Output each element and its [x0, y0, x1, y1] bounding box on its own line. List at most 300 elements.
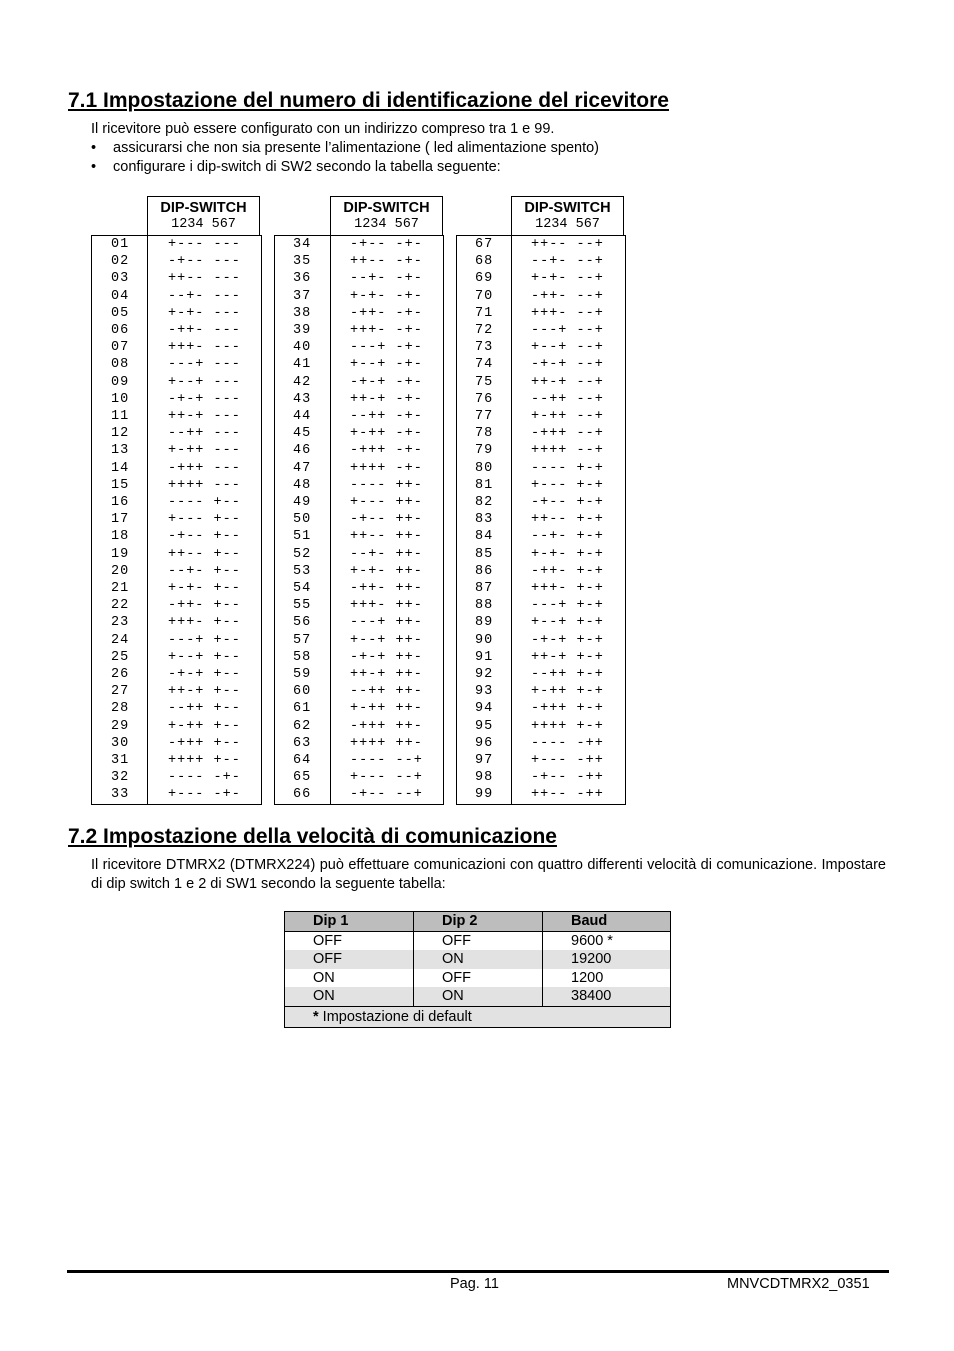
dip-row: [457, 683, 625, 700]
dip-pattern: +--- ---: [168, 237, 241, 252]
dip-pattern: +--- ++-: [350, 495, 423, 510]
header-dip1: Dip 1: [285, 912, 414, 932]
dip-table-body: [274, 235, 444, 805]
dip-pattern: +--- --+: [350, 770, 423, 786]
document-code: MNVCDTMRX2_0351: [727, 1276, 870, 1292]
dip-address: 93: [475, 684, 494, 700]
dip-address: 40: [293, 340, 312, 356]
dip-row: [457, 236, 625, 253]
dip-row: [275, 769, 443, 786]
dip-row: [92, 460, 261, 477]
dip-row: [275, 391, 443, 408]
dip-address: 82: [475, 495, 494, 510]
dip-address: 02: [111, 254, 130, 270]
dip-table-header: [511, 196, 624, 235]
dip-address: 14: [111, 460, 130, 476]
dip-row: [275, 477, 443, 494]
dip-pattern: +-+- -+-: [350, 288, 423, 304]
baud-table-header-row: [285, 912, 671, 932]
dip-address: 24: [111, 632, 130, 648]
dip-pattern: +-++ ---: [168, 443, 241, 459]
dip-address: 25: [111, 649, 130, 665]
dip-row: [457, 528, 625, 545]
dip-row: [457, 614, 625, 631]
dip-row: [457, 563, 625, 580]
dip-address: 13: [111, 443, 130, 459]
header-dip2: Dip 2: [414, 912, 543, 932]
dip-row: [92, 288, 261, 305]
dip-row: [92, 597, 261, 614]
dip-address: 69: [475, 271, 494, 287]
cell-dip1: ON: [285, 969, 414, 988]
dip-pattern: +-++ -+-: [350, 426, 423, 442]
dip-row: [457, 769, 625, 786]
dip-row: [275, 614, 443, 631]
dip-row: [457, 494, 625, 511]
dip-row: [275, 253, 443, 270]
dip-pattern: ++-- -++: [531, 787, 604, 803]
cell-dip2: ON: [414, 950, 543, 969]
dip-address: 91: [475, 649, 494, 665]
dip-pattern: ---- -+-: [168, 770, 241, 786]
dip-row: [275, 442, 443, 459]
dip-pattern: --++ ++-: [350, 684, 423, 700]
bullet-icon: •: [91, 159, 97, 175]
dip-header-switches: 1234 567: [354, 217, 419, 232]
dip-row: [275, 597, 443, 614]
dip-pattern: +-+- ++-: [350, 563, 423, 579]
dip-row: [275, 356, 443, 373]
dip-pattern: -+++ -+-: [350, 443, 423, 459]
dip-row: [275, 735, 443, 752]
dip-pattern: ++-- --+: [531, 237, 604, 252]
dip-address: 22: [111, 598, 130, 614]
dip-address: 86: [475, 563, 494, 579]
dip-row: [92, 546, 261, 563]
dip-pattern: ++-- ---: [168, 271, 241, 287]
dip-row: [457, 546, 625, 563]
dip-pattern: -+-- +-+: [531, 495, 604, 510]
dip-row: [275, 460, 443, 477]
dip-address: 52: [293, 546, 312, 562]
dip-pattern: +++- --+: [531, 305, 604, 321]
dip-row: [275, 683, 443, 700]
section-7-2-title: 7.2 Impostazione della velocità di comunicazione: [68, 825, 557, 848]
dip-pattern: +-++ +--: [168, 718, 241, 734]
baud-rate-table: [284, 911, 671, 1028]
dip-row: [275, 700, 443, 717]
dip-row: [275, 563, 443, 580]
section-7-1-intro: Il ricevitore può essere configurato con un indirizzo compreso tra 1 e 99.: [91, 121, 555, 137]
dip-address: 29: [111, 718, 130, 734]
dip-pattern: ++-+ +-+: [531, 649, 604, 665]
dip-address: 61: [293, 701, 312, 717]
dip-address: 42: [293, 374, 312, 390]
dip-address: 76: [475, 391, 494, 407]
dip-pattern: ++++ -+-: [350, 460, 423, 476]
dip-address: 64: [293, 753, 312, 768]
dip-pattern: -+++ ++-: [350, 718, 423, 734]
dip-row: [92, 322, 261, 339]
dip-row: [457, 700, 625, 717]
table-row: [285, 950, 671, 969]
dip-row: [92, 735, 261, 752]
dip-address: 44: [293, 409, 312, 424]
dip-row: [275, 546, 443, 563]
dip-row: [92, 425, 261, 442]
dip-address: 74: [475, 357, 494, 373]
dip-pattern: --+- -+-: [350, 271, 423, 287]
dip-row: [457, 460, 625, 477]
dip-pattern: +--+ ---: [168, 374, 241, 390]
dip-pattern: +--+ ++-: [350, 632, 423, 648]
dip-pattern: --++ ---: [168, 426, 241, 442]
dip-pattern: +--- -+-: [168, 787, 241, 803]
dip-row: [92, 305, 261, 322]
cell-dip1: OFF: [285, 950, 414, 969]
dip-pattern: +--- +-+: [531, 477, 604, 493]
dip-pattern: --++ --+: [531, 391, 604, 407]
dip-row: [457, 391, 625, 408]
dip-row: [457, 666, 625, 683]
dip-row: [457, 288, 625, 305]
dip-address: 38: [293, 305, 312, 321]
dip-row: [92, 580, 261, 597]
dip-address: 85: [475, 546, 494, 562]
dip-address: 56: [293, 615, 312, 631]
dip-pattern: -+-- -+-: [350, 237, 423, 252]
dip-address: 54: [293, 581, 312, 596]
dip-pattern: -+-- ---: [168, 254, 241, 270]
dip-table-header: [330, 196, 443, 235]
dip-pattern: ++-- -+-: [350, 254, 423, 270]
dip-row: [92, 563, 261, 580]
footer-rule: [67, 1270, 889, 1273]
dip-pattern: -+-- ++-: [350, 512, 423, 528]
dip-pattern: ---+ --+: [531, 323, 604, 338]
dip-row: [92, 614, 261, 631]
dip-address: 05: [111, 305, 130, 321]
dip-pattern: ---+ +-+: [531, 598, 604, 614]
dip-address: 60: [293, 684, 312, 700]
dip-address: 83: [475, 512, 494, 528]
dip-pattern: +--+ -+-: [350, 357, 423, 373]
dip-row: [92, 408, 261, 425]
dip-address: 66: [293, 787, 312, 803]
dip-row: [275, 288, 443, 305]
dip-row: [457, 718, 625, 735]
dip-row: [92, 649, 261, 666]
dip-address: 27: [111, 684, 130, 700]
dip-pattern: ++-+ -+-: [350, 391, 423, 407]
dip-row: [92, 632, 261, 649]
dip-pattern: ++-+ ++-: [350, 667, 423, 682]
dip-header-switches: 1234 567: [535, 217, 600, 232]
dip-pattern: ---- ++-: [350, 477, 423, 493]
table-footnote-row: [285, 1006, 671, 1027]
dip-pattern: +--+ +--: [168, 649, 241, 665]
dip-address: 71: [475, 305, 494, 321]
dip-address: 12: [111, 426, 130, 442]
dip-pattern: -+-- --+: [350, 787, 423, 803]
dip-address: 94: [475, 701, 494, 717]
dip-address: 03: [111, 271, 130, 287]
dip-address: 92: [475, 667, 494, 682]
dip-row: [92, 786, 261, 803]
dip-pattern: --+- +--: [168, 563, 241, 579]
dip-address: 46: [293, 443, 312, 459]
dip-pattern: ---- --+: [350, 753, 423, 768]
dip-row: [275, 786, 443, 803]
dip-row: [457, 735, 625, 752]
dip-pattern: +--- +--: [168, 512, 241, 528]
dip-row: [457, 649, 625, 666]
dip-row: [457, 339, 625, 356]
dip-address: 57: [293, 632, 312, 648]
dip-address: 49: [293, 495, 312, 510]
dip-pattern: -+-+ --+: [531, 357, 604, 373]
dip-row: [92, 442, 261, 459]
dip-address: 28: [111, 701, 130, 717]
dip-address: 58: [293, 649, 312, 665]
dip-row: [457, 425, 625, 442]
dip-address: 87: [475, 581, 494, 596]
dip-row: [92, 270, 261, 287]
dip-address: 79: [475, 443, 494, 459]
dip-pattern: +-+- --+: [531, 271, 604, 287]
dip-row: [275, 236, 443, 253]
dip-address: 78: [475, 426, 494, 442]
dip-row: [457, 322, 625, 339]
dip-pattern: ---+ ---: [168, 357, 241, 373]
dip-address: 68: [475, 254, 494, 270]
dip-row: [275, 580, 443, 597]
dip-header-switches: 1234 567: [171, 217, 236, 232]
dip-row: [457, 597, 625, 614]
dip-pattern: +--+ +-+: [531, 615, 604, 631]
dip-pattern: -+++ --+: [531, 426, 604, 442]
dip-row: [92, 528, 261, 545]
dip-row: [275, 322, 443, 339]
dip-row: [92, 339, 261, 356]
header-baud: Baud: [543, 912, 671, 932]
dip-row: [92, 391, 261, 408]
dip-row: [457, 511, 625, 528]
dip-address: 11: [111, 409, 130, 424]
dip-row: [275, 528, 443, 545]
dip-row: [275, 339, 443, 356]
dip-row: [92, 511, 261, 528]
dip-row: [275, 408, 443, 425]
dip-table-body: [456, 235, 626, 805]
dip-address: 35: [293, 254, 312, 270]
dip-row: [92, 769, 261, 786]
dip-address: 41: [293, 357, 312, 373]
dip-address: 51: [293, 529, 312, 545]
dip-address: 53: [293, 563, 312, 579]
dip-address: 63: [293, 735, 312, 751]
dip-table-body: [91, 235, 262, 805]
dip-row: [275, 494, 443, 511]
dip-pattern: +-+- +-+: [531, 546, 604, 562]
dip-address: 95: [475, 718, 494, 734]
dip-pattern: -+++ +--: [168, 735, 241, 751]
dip-address: 43: [293, 391, 312, 407]
dip-address: 39: [293, 323, 312, 338]
bullet-text: configurare i dip-switch di SW2 secondo la tabella seguente:: [113, 159, 501, 175]
dip-address: 97: [475, 753, 494, 768]
dip-pattern: +++- ---: [168, 340, 241, 356]
dip-row: [92, 253, 261, 270]
footnote-text: Impostazione di default: [318, 1008, 472, 1025]
dip-address: 30: [111, 735, 130, 751]
dip-row: [92, 494, 261, 511]
dip-pattern: ++-- +-+: [531, 512, 604, 528]
dip-pattern: ---- +--: [168, 495, 241, 510]
dip-pattern: +++- -+-: [350, 323, 423, 338]
dip-address: 19: [111, 546, 130, 562]
page-number: Pag. 11: [450, 1276, 499, 1292]
cell-dip2: OFF: [414, 931, 543, 950]
dip-address: 16: [111, 495, 130, 510]
dip-row: [457, 752, 625, 769]
dip-pattern: ++++ --+: [531, 443, 604, 459]
dip-row: [275, 305, 443, 322]
dip-header-title: DIP-SWITCH: [343, 200, 430, 216]
dip-pattern: +--- -++: [531, 753, 604, 768]
dip-row: [457, 477, 625, 494]
dip-row: [457, 632, 625, 649]
dip-row: [92, 700, 261, 717]
dip-row: [457, 408, 625, 425]
dip-address: 73: [475, 340, 494, 356]
dip-pattern: +-++ ++-: [350, 701, 423, 717]
dip-row: [92, 752, 261, 769]
cell-dip2: ON: [414, 987, 543, 1006]
dip-pattern: -++- +-+: [531, 563, 604, 579]
dip-pattern: ---- +-+: [531, 460, 604, 476]
table-row: [285, 931, 671, 950]
cell-baud: 9600 *: [543, 931, 671, 950]
dip-pattern: ++++ +-+: [531, 718, 604, 734]
dip-address: 70: [475, 288, 494, 304]
dip-address: 48: [293, 477, 312, 493]
dip-address: 06: [111, 323, 130, 338]
dip-address: 98: [475, 770, 494, 786]
table-footnote: [285, 1006, 671, 1027]
dip-address: 47: [293, 460, 312, 476]
dip-table-header: [147, 196, 260, 235]
dip-row: [92, 236, 261, 253]
dip-address: 88: [475, 598, 494, 614]
dip-address: 23: [111, 615, 130, 631]
dip-pattern: +++- +--: [168, 615, 241, 631]
dip-pattern: ++-- +--: [168, 546, 241, 562]
dip-address: 90: [475, 632, 494, 648]
dip-row: [275, 649, 443, 666]
dip-pattern: -+-- -++: [531, 770, 604, 786]
dip-address: 77: [475, 409, 494, 424]
dip-pattern: --++ +-+: [531, 667, 604, 682]
dip-pattern: -+-+ ---: [168, 391, 241, 407]
dip-pattern: +++- +-+: [531, 581, 604, 596]
dip-row: [457, 374, 625, 391]
footnote-star: *: [313, 1008, 319, 1025]
dip-pattern: -++- +--: [168, 598, 241, 614]
table-row: [285, 969, 671, 988]
dip-row: [275, 666, 443, 683]
dip-address: 72: [475, 323, 494, 338]
dip-address: 33: [111, 787, 130, 803]
dip-address: 50: [293, 512, 312, 528]
dip-address: 17: [111, 512, 130, 528]
dip-pattern: -+-+ +--: [168, 667, 241, 682]
dip-pattern: -+-+ -+-: [350, 374, 423, 390]
dip-address: 10: [111, 391, 130, 407]
dip-pattern: ---+ -+-: [350, 340, 423, 356]
bullet-icon: •: [91, 140, 97, 156]
bullet-text: assicurarsi che non sia presente l’alimentazione ( led alimentazione spento): [113, 140, 600, 156]
dip-address: 20: [111, 563, 130, 579]
dip-pattern: -++- -+-: [350, 305, 423, 321]
dip-row: [275, 374, 443, 391]
cell-baud: 1200: [543, 969, 671, 988]
dip-address: 07: [111, 340, 130, 356]
dip-address: 65: [293, 770, 312, 786]
dip-pattern: --+- +-+: [531, 529, 604, 545]
dip-pattern: +++- ++-: [350, 598, 423, 614]
dip-pattern: --+- ++-: [350, 546, 423, 562]
dip-pattern: +-++ --+: [531, 409, 604, 424]
dip-address: 45: [293, 426, 312, 442]
dip-address: 75: [475, 374, 494, 390]
dip-pattern: ++-+ +--: [168, 684, 241, 700]
dip-row: [457, 270, 625, 287]
dip-pattern: ---- -++: [531, 735, 604, 751]
dip-pattern: -+-+ +-+: [531, 632, 604, 648]
dip-address: 59: [293, 667, 312, 682]
dip-address: 08: [111, 357, 130, 373]
dip-row: [92, 718, 261, 735]
dip-pattern: +-++ +-+: [531, 684, 604, 700]
dip-address: 09: [111, 374, 130, 390]
section-7-2-paragraph: Il ricevitore DTMRX2 (DTMRX224) può effettuare comunicazioni con quattro differenti velocità di comunicazione. Impostare di dip switch 1 e 2 di SW1 secondo la seguente tabella:: [91, 857, 886, 892]
dip-address: 84: [475, 529, 494, 545]
dip-pattern: -++- --+: [531, 288, 604, 304]
dip-pattern: --++ +--: [168, 701, 241, 717]
dip-row: [457, 786, 625, 803]
dip-address: 32: [111, 770, 130, 786]
dip-row: [92, 477, 261, 494]
dip-pattern: -+-+ ++-: [350, 649, 423, 665]
section-7-1-title: 7.1 Impostazione del numero di identificazione del ricevitore: [68, 89, 669, 112]
dip-row: [275, 425, 443, 442]
dip-address: 04: [111, 288, 130, 304]
dip-pattern: -+++ +-+: [531, 701, 604, 717]
dip-address: 26: [111, 667, 130, 682]
dip-row: [92, 374, 261, 391]
dip-pattern: +--+ --+: [531, 340, 604, 356]
dip-pattern: --+- ---: [168, 288, 241, 304]
dip-address: 89: [475, 615, 494, 631]
dip-pattern: ---+ ++-: [350, 615, 423, 631]
dip-row: [457, 356, 625, 373]
dip-address: 18: [111, 529, 130, 545]
dip-address: 31: [111, 753, 130, 768]
dip-address: 62: [293, 718, 312, 734]
dip-pattern: ++-+ --+: [531, 374, 604, 390]
dip-row: [275, 718, 443, 735]
